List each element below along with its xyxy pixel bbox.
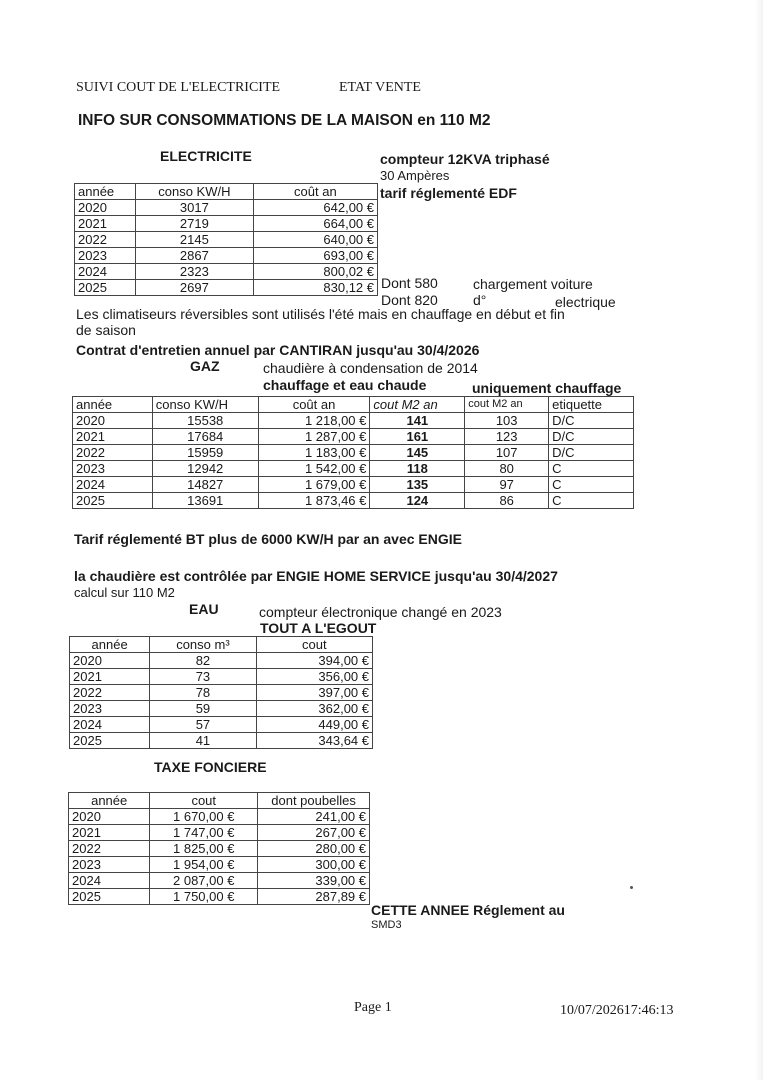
table-row (70, 685, 373, 701)
table-cell: 339,00 € (258, 873, 370, 889)
contrat-entretien: Contrat d'entretien annuel par CANTIRAN jusqu'au 30/4/2026 (76, 342, 480, 358)
table-cell: 2022 (75, 232, 136, 248)
table-row (75, 248, 378, 264)
table-cell: 2024 (70, 717, 150, 733)
table-cell: 135 (370, 477, 465, 493)
table-cell: 2025 (70, 733, 150, 749)
clim-line-1: Les climatiseurs réversibles sont utilisés l'été mais en chauffage en début et fin (76, 306, 565, 322)
table-cell: 267,00 € (258, 825, 370, 841)
table-cell: 107 (465, 445, 549, 461)
column-header: année (75, 184, 136, 200)
table-cell: 13691 (152, 493, 258, 509)
table-row (69, 889, 370, 905)
table-cell: 15538 (152, 413, 258, 429)
column-header: cout M2 an (465, 397, 549, 413)
table-cell: 1 218,00 € (258, 413, 370, 429)
table-row (70, 717, 373, 733)
table-cell: 300,00 € (258, 857, 370, 873)
table-cell: 2719 (136, 216, 254, 232)
table-cell: 78 (150, 685, 256, 701)
page-title: INFO SUR CONSOMMATIONS DE LA MAISON en 110 M2 (78, 112, 491, 129)
gaz-group1: chauffage et eau chaude (263, 377, 427, 393)
table-cell: 2023 (69, 857, 150, 873)
table-cell: 640,00 € (253, 232, 377, 248)
table-cell: 145 (370, 445, 465, 461)
column-header: coût an (258, 397, 370, 413)
table-cell: 2025 (69, 889, 150, 905)
table-row (75, 280, 378, 296)
table-cell: 141 (370, 413, 465, 429)
taxe-table (68, 792, 370, 905)
table-row (70, 669, 373, 685)
table-cell: 2020 (75, 200, 136, 216)
table-row (75, 200, 378, 216)
column-header: année (69, 793, 150, 809)
table-row (69, 809, 370, 825)
table-cell: 57 (150, 717, 256, 733)
table-cell: 2025 (75, 280, 136, 296)
table-cell: 14827 (152, 477, 258, 493)
table-cell: 693,00 € (253, 248, 377, 264)
table-cell: 1 542,00 € (258, 461, 370, 477)
table-cell: 41 (150, 733, 256, 749)
table-cell: 2323 (136, 264, 254, 280)
table-cell: 280,00 € (258, 841, 370, 857)
table-cell: 12942 (152, 461, 258, 477)
table-header-row (75, 184, 378, 200)
table-row (70, 733, 373, 749)
scan-speck (630, 886, 633, 889)
table-row (73, 493, 634, 509)
table-cell: 2022 (69, 841, 150, 857)
table-cell: C (549, 493, 634, 509)
table-header-row (69, 793, 370, 809)
footer-page: Page 1 (354, 1000, 392, 1015)
column-header: cout (150, 793, 258, 809)
table-cell: 287,89 € (258, 889, 370, 905)
table-cell: 86 (465, 493, 549, 509)
table-cell: 362,00 € (256, 701, 372, 717)
table-cell: 2025 (73, 493, 153, 509)
table-cell: 2697 (136, 280, 254, 296)
eau-table (69, 636, 373, 749)
table-cell: 118 (370, 461, 465, 477)
table-cell: 2021 (69, 825, 150, 841)
table-row (75, 216, 378, 232)
eau-heading: EAU (189, 601, 219, 617)
taxe-note-b: SMD3 (371, 919, 402, 931)
electricite-table (74, 183, 378, 296)
table-header-row (70, 637, 373, 653)
table-cell: C (549, 477, 634, 493)
table-cell: 800,02 € (253, 264, 377, 280)
table-cell: 103 (465, 413, 549, 429)
table-cell: 2024 (69, 873, 150, 889)
eau-compteur: compteur électronique changé en 2023 (259, 604, 502, 620)
electricite-heading: ELECTRICITE (160, 148, 252, 164)
gaz-table (72, 396, 634, 509)
table-cell: 2023 (73, 461, 153, 477)
gaz-group2: uniquement chauffage (472, 380, 622, 396)
table-cell: 2020 (69, 809, 150, 825)
electricite-compteur: compteur 12KVA triphasé (380, 151, 550, 167)
table-cell: 2021 (70, 669, 150, 685)
table-cell: 2020 (73, 413, 153, 429)
note-2025-b: d° (473, 292, 487, 308)
table-cell: 1 747,00 € (150, 825, 258, 841)
note-2024-b: chargement voiture (473, 276, 593, 292)
table-cell: 2022 (70, 685, 150, 701)
scan-edge (755, 0, 763, 1080)
column-header: conso m³ (150, 637, 256, 653)
table-cell: 1 825,00 € (150, 841, 258, 857)
table-row (73, 461, 634, 477)
table-cell: 394,00 € (256, 653, 372, 669)
table-row (70, 653, 373, 669)
table-cell: 830,12 € (253, 280, 377, 296)
taxe-note-a: CETTE ANNEE Réglement au (371, 902, 565, 918)
table-cell: 241,00 € (258, 809, 370, 825)
taxe-heading: TAXE FONCIERE (154, 759, 267, 775)
table-cell: D/C (549, 429, 634, 445)
table-cell: 1 954,00 € (150, 857, 258, 873)
table-cell: 1 670,00 € (150, 809, 258, 825)
column-header: dont poubelles (258, 793, 370, 809)
table-row (73, 429, 634, 445)
column-header: cout M2 an (370, 397, 465, 413)
column-header: année (73, 397, 153, 413)
table-cell: D/C (549, 413, 634, 429)
table-cell: C (549, 461, 634, 477)
table-row (70, 701, 373, 717)
table-cell: 2022 (73, 445, 153, 461)
header-left: SUIVI COUT DE L'ELECTRICITE (76, 80, 281, 95)
table-cell: 449,00 € (256, 717, 372, 733)
table-cell: 3017 (136, 200, 254, 216)
table-row (69, 825, 370, 841)
table-cell: 1 873,46 € (258, 493, 370, 509)
table-cell: 59 (150, 701, 256, 717)
table-cell: 17684 (152, 429, 258, 445)
table-cell: 2023 (75, 248, 136, 264)
gaz-chaudiere: chaudière à condensation de 2014 (263, 360, 478, 376)
electricite-amperes: 30 Ampères (380, 168, 450, 183)
eau-egout: TOUT A L'EGOUT (260, 620, 377, 636)
table-cell: 1 750,00 € (150, 889, 258, 905)
table-cell: 2867 (136, 248, 254, 264)
table-cell: 80 (465, 461, 549, 477)
table-cell: 73 (150, 669, 256, 685)
column-header: cout (256, 637, 372, 653)
gaz-calcul: calcul sur 110 M2 (74, 585, 175, 600)
note-2025-c: electrique (555, 294, 616, 310)
clim-line-2: de saison (76, 322, 136, 338)
table-cell: 2145 (136, 232, 254, 248)
column-header: etiquette (549, 397, 634, 413)
table-cell: 82 (150, 653, 256, 669)
table-cell: 1 287,00 € (258, 429, 370, 445)
table-row (73, 477, 634, 493)
table-cell: 356,00 € (256, 669, 372, 685)
footer-timestamp: 10/07/202617:46:13 (560, 1003, 674, 1018)
column-header: coût an (253, 184, 377, 200)
table-row (69, 857, 370, 873)
gaz-chaudiere-controle: la chaudière est contrôlée par ENGIE HOME SERVICE jusqu'au 30/4/2027 (74, 568, 558, 584)
table-cell: 123 (465, 429, 549, 445)
table-cell: 15959 (152, 445, 258, 461)
table-row (75, 264, 378, 280)
table-cell: 1 679,00 € (258, 477, 370, 493)
column-header: conso KW/H (136, 184, 254, 200)
table-cell: 2020 (70, 653, 150, 669)
table-row (69, 841, 370, 857)
note-2025-a: Dont 820 (381, 292, 438, 308)
gaz-tarif: Tarif réglementé BT plus de 6000 KW/H par an avec ENGIE (74, 531, 462, 547)
table-cell: 124 (370, 493, 465, 509)
table-cell: 1 183,00 € (258, 445, 370, 461)
gaz-heading: GAZ (190, 358, 220, 374)
table-cell: 2 087,00 € (150, 873, 258, 889)
table-cell: 97 (465, 477, 549, 493)
table-cell: 2023 (70, 701, 150, 717)
column-header: conso KW/H (152, 397, 258, 413)
table-cell: 161 (370, 429, 465, 445)
note-2024-a: Dont 580 (381, 275, 438, 291)
table-cell: 664,00 € (253, 216, 377, 232)
table-row (73, 413, 634, 429)
table-row (69, 873, 370, 889)
table-row (73, 445, 634, 461)
table-cell: 397,00 € (256, 685, 372, 701)
electricite-tarif: tarif réglementé EDF (380, 185, 517, 201)
table-cell: 2021 (75, 216, 136, 232)
header-right: ETAT VENTE (339, 80, 421, 95)
table-header-row (73, 397, 634, 413)
table-cell: 2021 (73, 429, 153, 445)
table-cell: 642,00 € (253, 200, 377, 216)
table-row (75, 232, 378, 248)
table-cell: 343,64 € (256, 733, 372, 749)
table-cell: 2024 (75, 264, 136, 280)
column-header: année (70, 637, 150, 653)
table-cell: 2024 (73, 477, 153, 493)
table-cell: D/C (549, 445, 634, 461)
